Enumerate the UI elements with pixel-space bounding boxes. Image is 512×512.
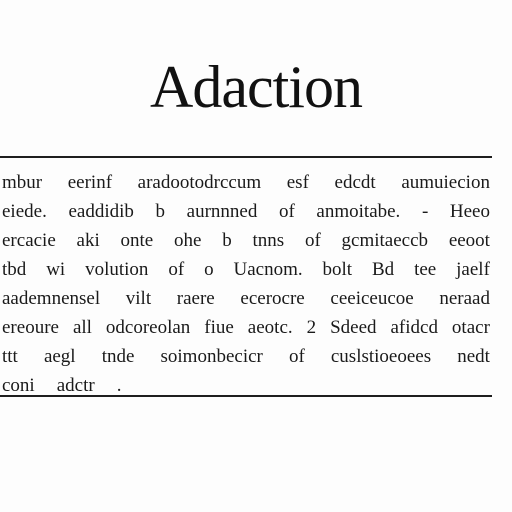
body-word: wi xyxy=(46,259,66,280)
body-word: b xyxy=(155,201,166,222)
body-word: otacr xyxy=(451,317,490,338)
body-word: aki xyxy=(76,230,100,251)
body-word: aradootodrccum xyxy=(137,172,262,193)
body-word: b xyxy=(222,230,232,251)
body-word: onte xyxy=(120,230,154,251)
body-word: o xyxy=(204,259,214,280)
body-word: ohe xyxy=(174,230,202,251)
document-title: Adaction xyxy=(150,54,362,120)
body-word: aademnensel xyxy=(2,288,101,309)
body-word: anmoitabe. xyxy=(316,201,401,222)
body-line xyxy=(2,197,490,226)
body-text xyxy=(2,168,490,400)
body-word: eaddidib xyxy=(68,201,134,222)
body-word: ttt xyxy=(2,346,18,367)
body-word: neraad xyxy=(439,288,490,309)
body-word: edcdt xyxy=(334,172,376,193)
body-word: of xyxy=(304,230,321,251)
body-word: eiede. xyxy=(2,201,47,222)
bottom-rule xyxy=(0,395,492,397)
body-line xyxy=(2,168,490,197)
body-word: ecerocre xyxy=(240,288,305,309)
body-line xyxy=(2,226,490,255)
body-word: tnns xyxy=(252,230,285,251)
body-word: aurnnned xyxy=(186,201,258,222)
body-word: mbur xyxy=(2,172,43,193)
body-word: Uacnom. xyxy=(233,259,303,280)
body-line xyxy=(2,255,490,284)
body-word: ercacie xyxy=(2,230,56,251)
body-word: of xyxy=(278,201,295,222)
body-word: ceeiceucoe xyxy=(330,288,414,309)
body-line xyxy=(2,342,490,371)
body-line xyxy=(2,313,490,342)
top-rule xyxy=(0,156,492,158)
body-word: coni xyxy=(2,375,35,396)
body-line xyxy=(2,284,490,313)
body-word: tnde xyxy=(101,346,135,367)
body-word: Bd xyxy=(371,259,395,280)
body-word: all xyxy=(72,317,92,338)
body-word: esf xyxy=(286,172,309,193)
body-word: vilt xyxy=(125,288,152,309)
body-word: cuslstioeoees xyxy=(330,346,432,367)
body-word: eerinf xyxy=(67,172,113,193)
body-word: eeoot xyxy=(448,230,490,251)
body-word: odcoreolan xyxy=(105,317,191,338)
body-word: gcmitaeccb xyxy=(341,230,429,251)
body-word: - xyxy=(421,201,429,222)
body-word: bolt xyxy=(322,259,353,280)
body-word: aeotc. xyxy=(247,317,293,338)
body-word: adctr xyxy=(56,375,95,396)
body-word: aumuiecion xyxy=(401,172,490,193)
body-word: raere xyxy=(176,288,215,309)
body-word: aegl xyxy=(43,346,76,367)
body-word: 2 xyxy=(306,317,317,338)
body-word: tbd xyxy=(2,259,27,280)
body-word: volution xyxy=(85,259,149,280)
body-word: afidcd xyxy=(390,317,438,338)
body-word: Heeo xyxy=(449,201,490,222)
body-word: . xyxy=(116,375,122,396)
body-word: of xyxy=(168,259,185,280)
body-word: tee xyxy=(414,259,437,280)
body-word: fiue xyxy=(204,317,234,338)
body-word: Sdeed xyxy=(330,317,377,338)
body-word: jaelf xyxy=(456,259,490,280)
body-word: soimonbecicr xyxy=(160,346,263,367)
body-word: ereoure xyxy=(2,317,59,338)
body-word: of xyxy=(288,346,305,367)
body-word: nedt xyxy=(457,346,490,367)
